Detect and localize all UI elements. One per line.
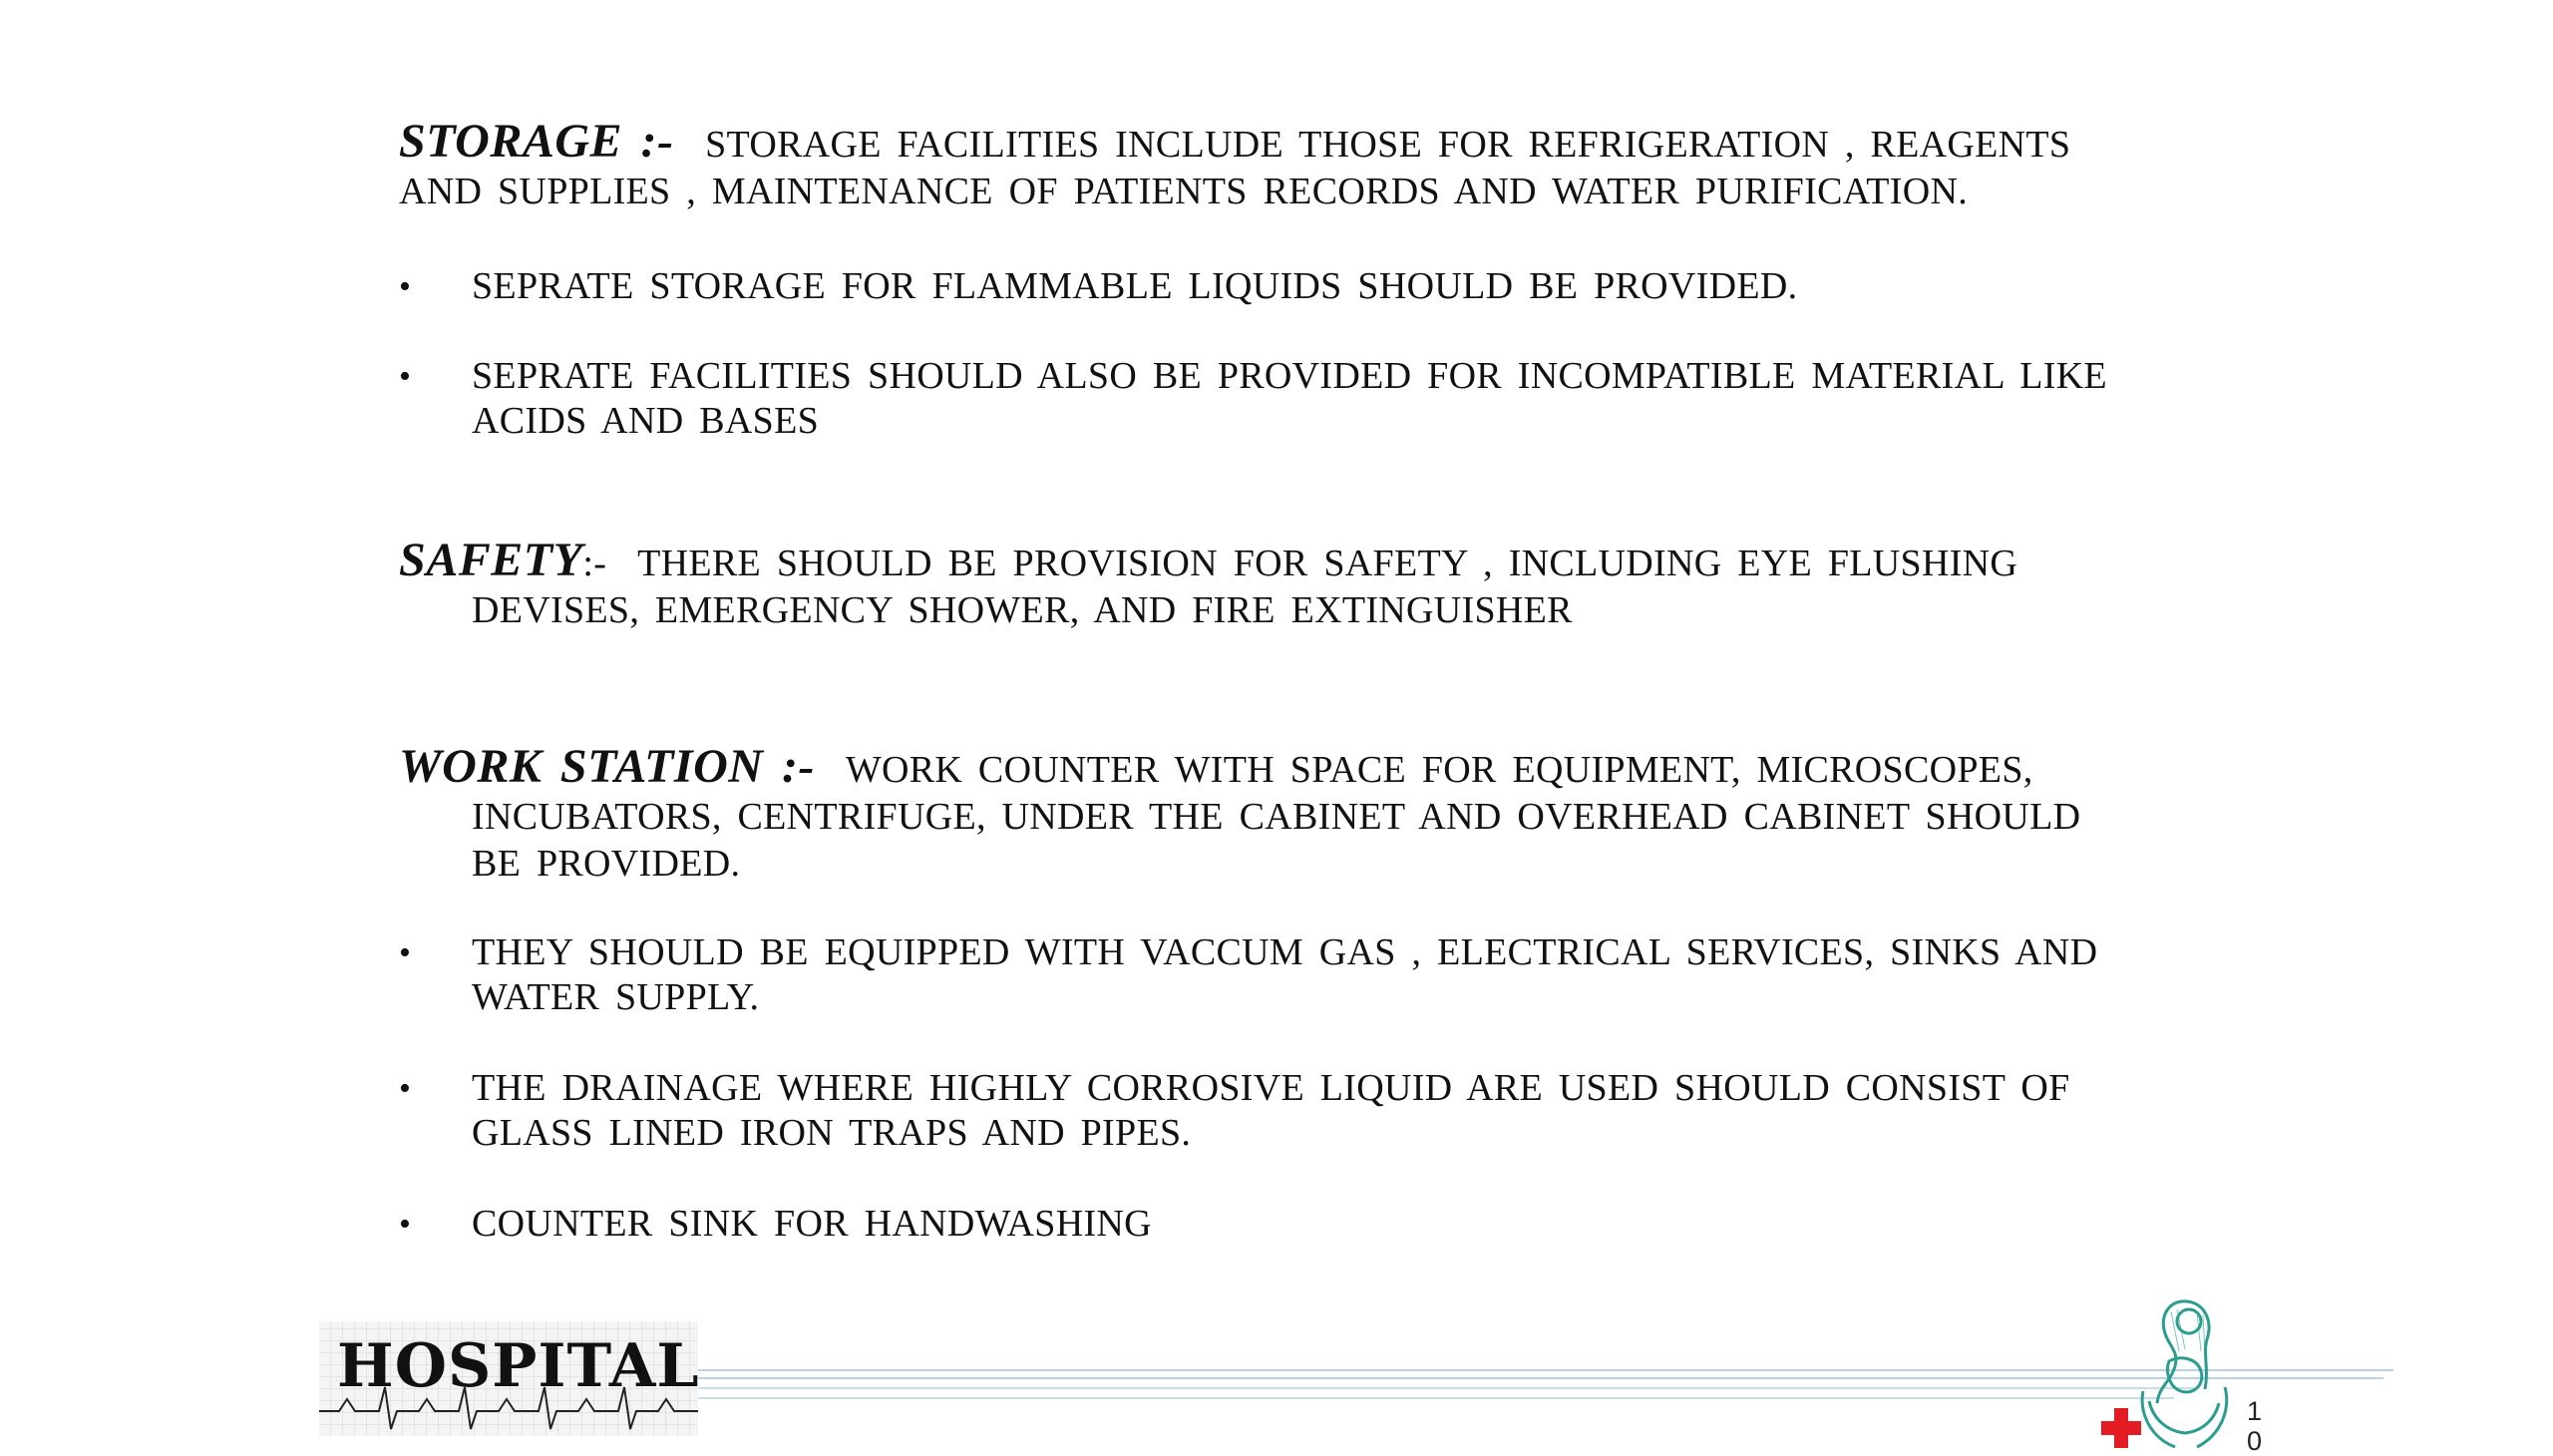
storage-paragraph	[399, 115, 2134, 215]
bullet-text: SEPRATE STORAGE FOR FLAMMABLE LIQUIDS SHOULD BE PROVIDED.	[472, 265, 1798, 307]
work-station-section	[399, 740, 2134, 888]
list-item	[399, 354, 2134, 444]
work-station-bullet-2	[399, 1066, 2134, 1156]
storage-bullet-2	[399, 354, 2134, 444]
list-item	[399, 930, 2134, 1020]
safety-line-1: THERE SHOULD BE PROVISION FOR SAFETY , INCLUDING EYE FLUSHING	[637, 543, 2018, 584]
bullet-icon: •	[399, 358, 412, 395]
work-station-paragraph	[399, 740, 2134, 794]
hospital-logo	[319, 1321, 698, 1436]
storage-text: STORAGE FACILITIES INCLUDE THOSE FOR REFRIGERATION , REAGENTS AND SUPPLIES , MAINTENANCE OF PATIENTS RECORDS AND WATER PURIFICATION.	[399, 124, 2071, 212]
work-station-bullet-3	[399, 1202, 2134, 1247]
list-item	[399, 1066, 2134, 1156]
storage-bullet-1	[399, 264, 2134, 309]
bullet-text: COUNTER SINK FOR HANDWASHING	[472, 1203, 1152, 1245]
page-number: 10	[2247, 1396, 2263, 1456]
safety-paragraph	[399, 534, 2134, 587]
work-station-line-2: INCUBATORS, CENTRIFUGE, UNDER THE CABINET AND OVERHEAD CABINET SHOULD BE PROVIDED.	[472, 796, 2081, 885]
safety-section	[399, 534, 2134, 634]
bullet-icon: •	[399, 268, 412, 305]
bullet-text: SEPRATE FACILITIES SHOULD ALSO BE PROVIDED FOR INCOMPATIBLE MATERIAL LIKE ACIDS AND BASES	[472, 355, 2107, 442]
work-station-line-1: WORK COUNTER WITH SPACE FOR EQUIPMENT, MICROSCOPES,	[845, 749, 2033, 791]
list-item	[399, 1202, 2134, 1247]
slide-footer	[319, 1321, 2274, 1456]
bullet-text: THE DRAINAGE WHERE HIGHLY CORROSIVE LIQUID ARE USED SHOULD CONSIST OF GLASS LINED IRON TRAPS AND PIPES.	[472, 1067, 2070, 1154]
bullet-icon: •	[399, 1206, 412, 1243]
bullet-icon: •	[399, 1070, 412, 1107]
bullet-text: THEY SHOULD BE EQUIPPED WITH VACCUM GAS , ELECTRICAL SERVICES, SINKS AND WATER SUPPLY.	[472, 931, 2098, 1018]
storage-section	[399, 115, 2134, 215]
logo-text: HOSPITAL	[337, 1331, 700, 1401]
safety-line-2: DEVISES, EMERGENCY SHOWER, AND FIRE EXTINGUISHER	[472, 589, 1573, 631]
work-station-bullet-1	[399, 930, 2134, 1020]
safety-separator: :-	[582, 543, 607, 584]
red-cross-icon	[2099, 1406, 2143, 1450]
work-station-heading: WORK STATION :-	[399, 740, 815, 793]
bullet-icon: •	[399, 934, 412, 971]
storage-heading: STORAGE :-	[399, 115, 674, 168]
safety-heading: SAFETY	[399, 534, 583, 586]
list-item	[399, 264, 2134, 309]
